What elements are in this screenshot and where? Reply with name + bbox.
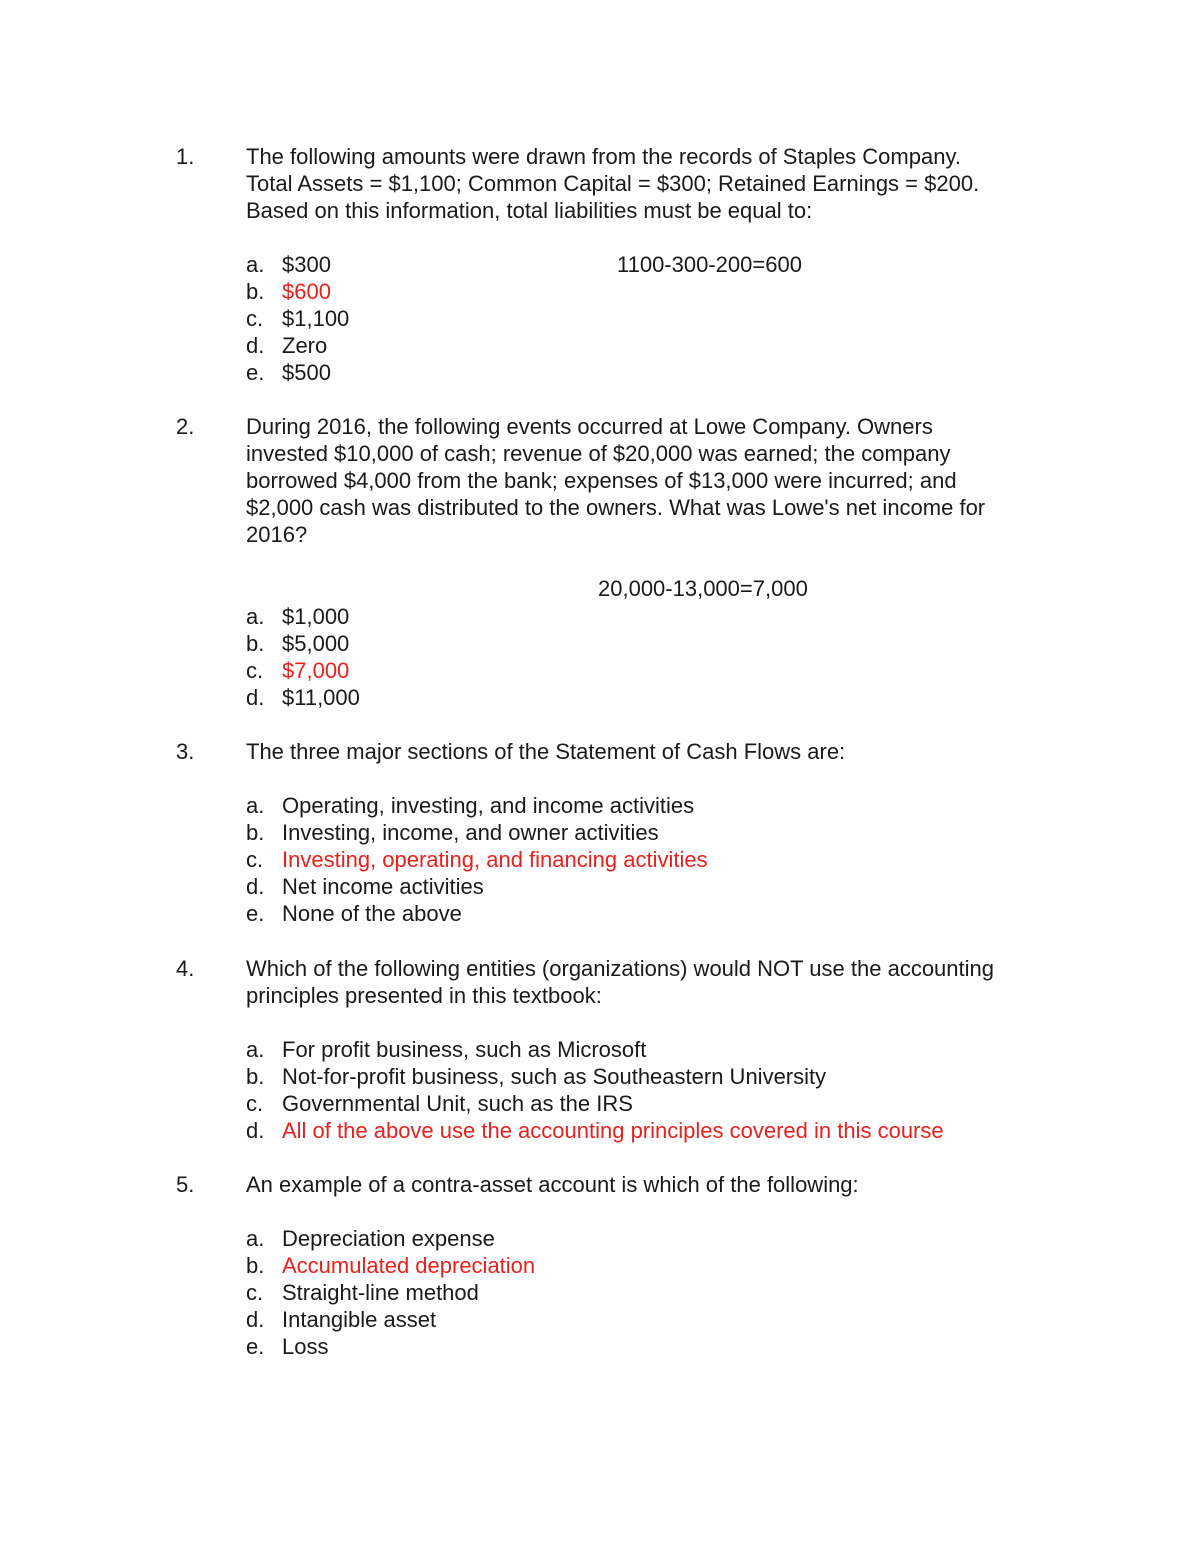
option-c [246, 305, 349, 332]
option-text: Investing, income, and owner activities [282, 820, 659, 845]
option-letter: c. [246, 847, 264, 872]
option-text: $1,100 [282, 306, 350, 331]
option-a [246, 792, 694, 819]
option-a [246, 1036, 646, 1063]
option-text: $1,000 [282, 604, 350, 629]
option-text: $300 [282, 252, 331, 277]
option-letter: e. [246, 901, 265, 926]
option-text: Intangible asset [282, 1307, 437, 1332]
option-letter: d. [246, 874, 265, 899]
option-text: Governmental Unit, such as the IRS [282, 1091, 633, 1116]
option-text: Investing, operating, and financing activities [282, 847, 708, 872]
option-text: For profit business, such as Microsoft [282, 1037, 647, 1062]
option-letter: b. [246, 820, 265, 845]
option-b-correct [246, 1252, 535, 1279]
question-line: principles presented in this textbook: [246, 983, 602, 1008]
option-letter: a. [246, 793, 265, 818]
option-text: Operating, investing, and income activities [282, 793, 695, 818]
question-number: 2. [176, 414, 195, 439]
option-letter: d. [246, 685, 265, 710]
option-text: Not-for-profit business, such as Southeastern University [282, 1064, 827, 1089]
option-d [246, 684, 360, 711]
option-letter: b. [246, 1253, 265, 1278]
option-d [246, 1306, 436, 1333]
option-text: Depreciation expense [282, 1226, 495, 1251]
option-a [246, 1225, 495, 1252]
question-line: invested $10,000 of cash; revenue of $20,000 was earned; the company [246, 441, 951, 466]
option-letter: c. [246, 658, 264, 683]
option-letter: b. [246, 279, 265, 304]
option-d-correct [246, 1117, 944, 1144]
option-letter: e. [246, 1334, 265, 1359]
question-line: Which of the following entities (organizations) would NOT use the accounting [246, 956, 994, 981]
option-b-correct [246, 278, 331, 305]
option-c-correct [246, 846, 708, 873]
option-c [246, 1279, 479, 1306]
option-b [246, 819, 659, 846]
option-letter: a. [246, 604, 265, 629]
option-letter: c. [246, 306, 264, 331]
option-text: Loss [282, 1334, 329, 1359]
option-letter: c. [246, 1091, 264, 1116]
option-letter: b. [246, 1064, 265, 1089]
option-c-correct [246, 657, 349, 684]
question-line: Total Assets = $1,100; Common Capital = $300; Retained Earnings = $200. [246, 171, 980, 196]
option-text: Accumulated depreciation [282, 1253, 536, 1278]
option-b [246, 630, 349, 657]
question-number: 4. [176, 956, 195, 981]
option-text: $500 [282, 360, 331, 385]
option-a [246, 251, 331, 278]
option-letter: c. [246, 1280, 264, 1305]
question-number: 3. [176, 739, 195, 764]
option-c [246, 1090, 633, 1117]
handwritten-calculation: 20,000-13,000=7,000 [598, 576, 808, 601]
option-letter: d. [246, 1118, 265, 1143]
option-letter: a. [246, 1226, 265, 1251]
option-text: $7,000 [282, 658, 350, 683]
question-number: 5. [176, 1172, 195, 1197]
option-e [246, 1333, 328, 1360]
option-text: $5,000 [282, 631, 350, 656]
question-line: 2016? [246, 522, 308, 547]
option-e [246, 359, 331, 386]
option-letter: b. [246, 631, 265, 656]
option-letter: a. [246, 1037, 265, 1062]
question-line: borrowed $4,000 from the bank; expenses of $13,000 were incurred; and [246, 468, 957, 493]
option-letter: d. [246, 333, 265, 358]
option-letter: d. [246, 1307, 265, 1332]
question-line: During 2016, the following events occurred at Lowe Company. Owners [246, 414, 933, 439]
option-text: None of the above [282, 901, 462, 926]
question-number: 1. [176, 144, 195, 169]
question-line: $2,000 cash was distributed to the owners. What was Lowe's net income for [246, 495, 986, 520]
question-line: Based on this information, total liabilities must be equal to: [246, 198, 813, 223]
option-text: $600 [282, 279, 331, 304]
option-letter: a. [246, 252, 265, 277]
option-d [246, 873, 484, 900]
option-text: All of the above use the accounting principles covered in this course [282, 1118, 944, 1143]
option-text: Zero [282, 333, 328, 358]
option-d [246, 332, 327, 359]
option-e [246, 900, 462, 927]
handwritten-calculation: 1100-300-200=600 [617, 252, 802, 277]
option-b [246, 1063, 826, 1090]
option-a [246, 603, 349, 630]
option-text: Net income activities [282, 874, 484, 899]
question-line: The following amounts were drawn from the records of Staples Company. [246, 144, 961, 169]
option-text: Straight-line method [282, 1280, 479, 1305]
option-text: $11,000 [282, 685, 360, 710]
question-line: An example of a contra-asset account is which of the following: [246, 1172, 859, 1197]
option-letter: e. [246, 360, 265, 385]
question-line: The three major sections of the Statement of Cash Flows are: [246, 739, 846, 764]
